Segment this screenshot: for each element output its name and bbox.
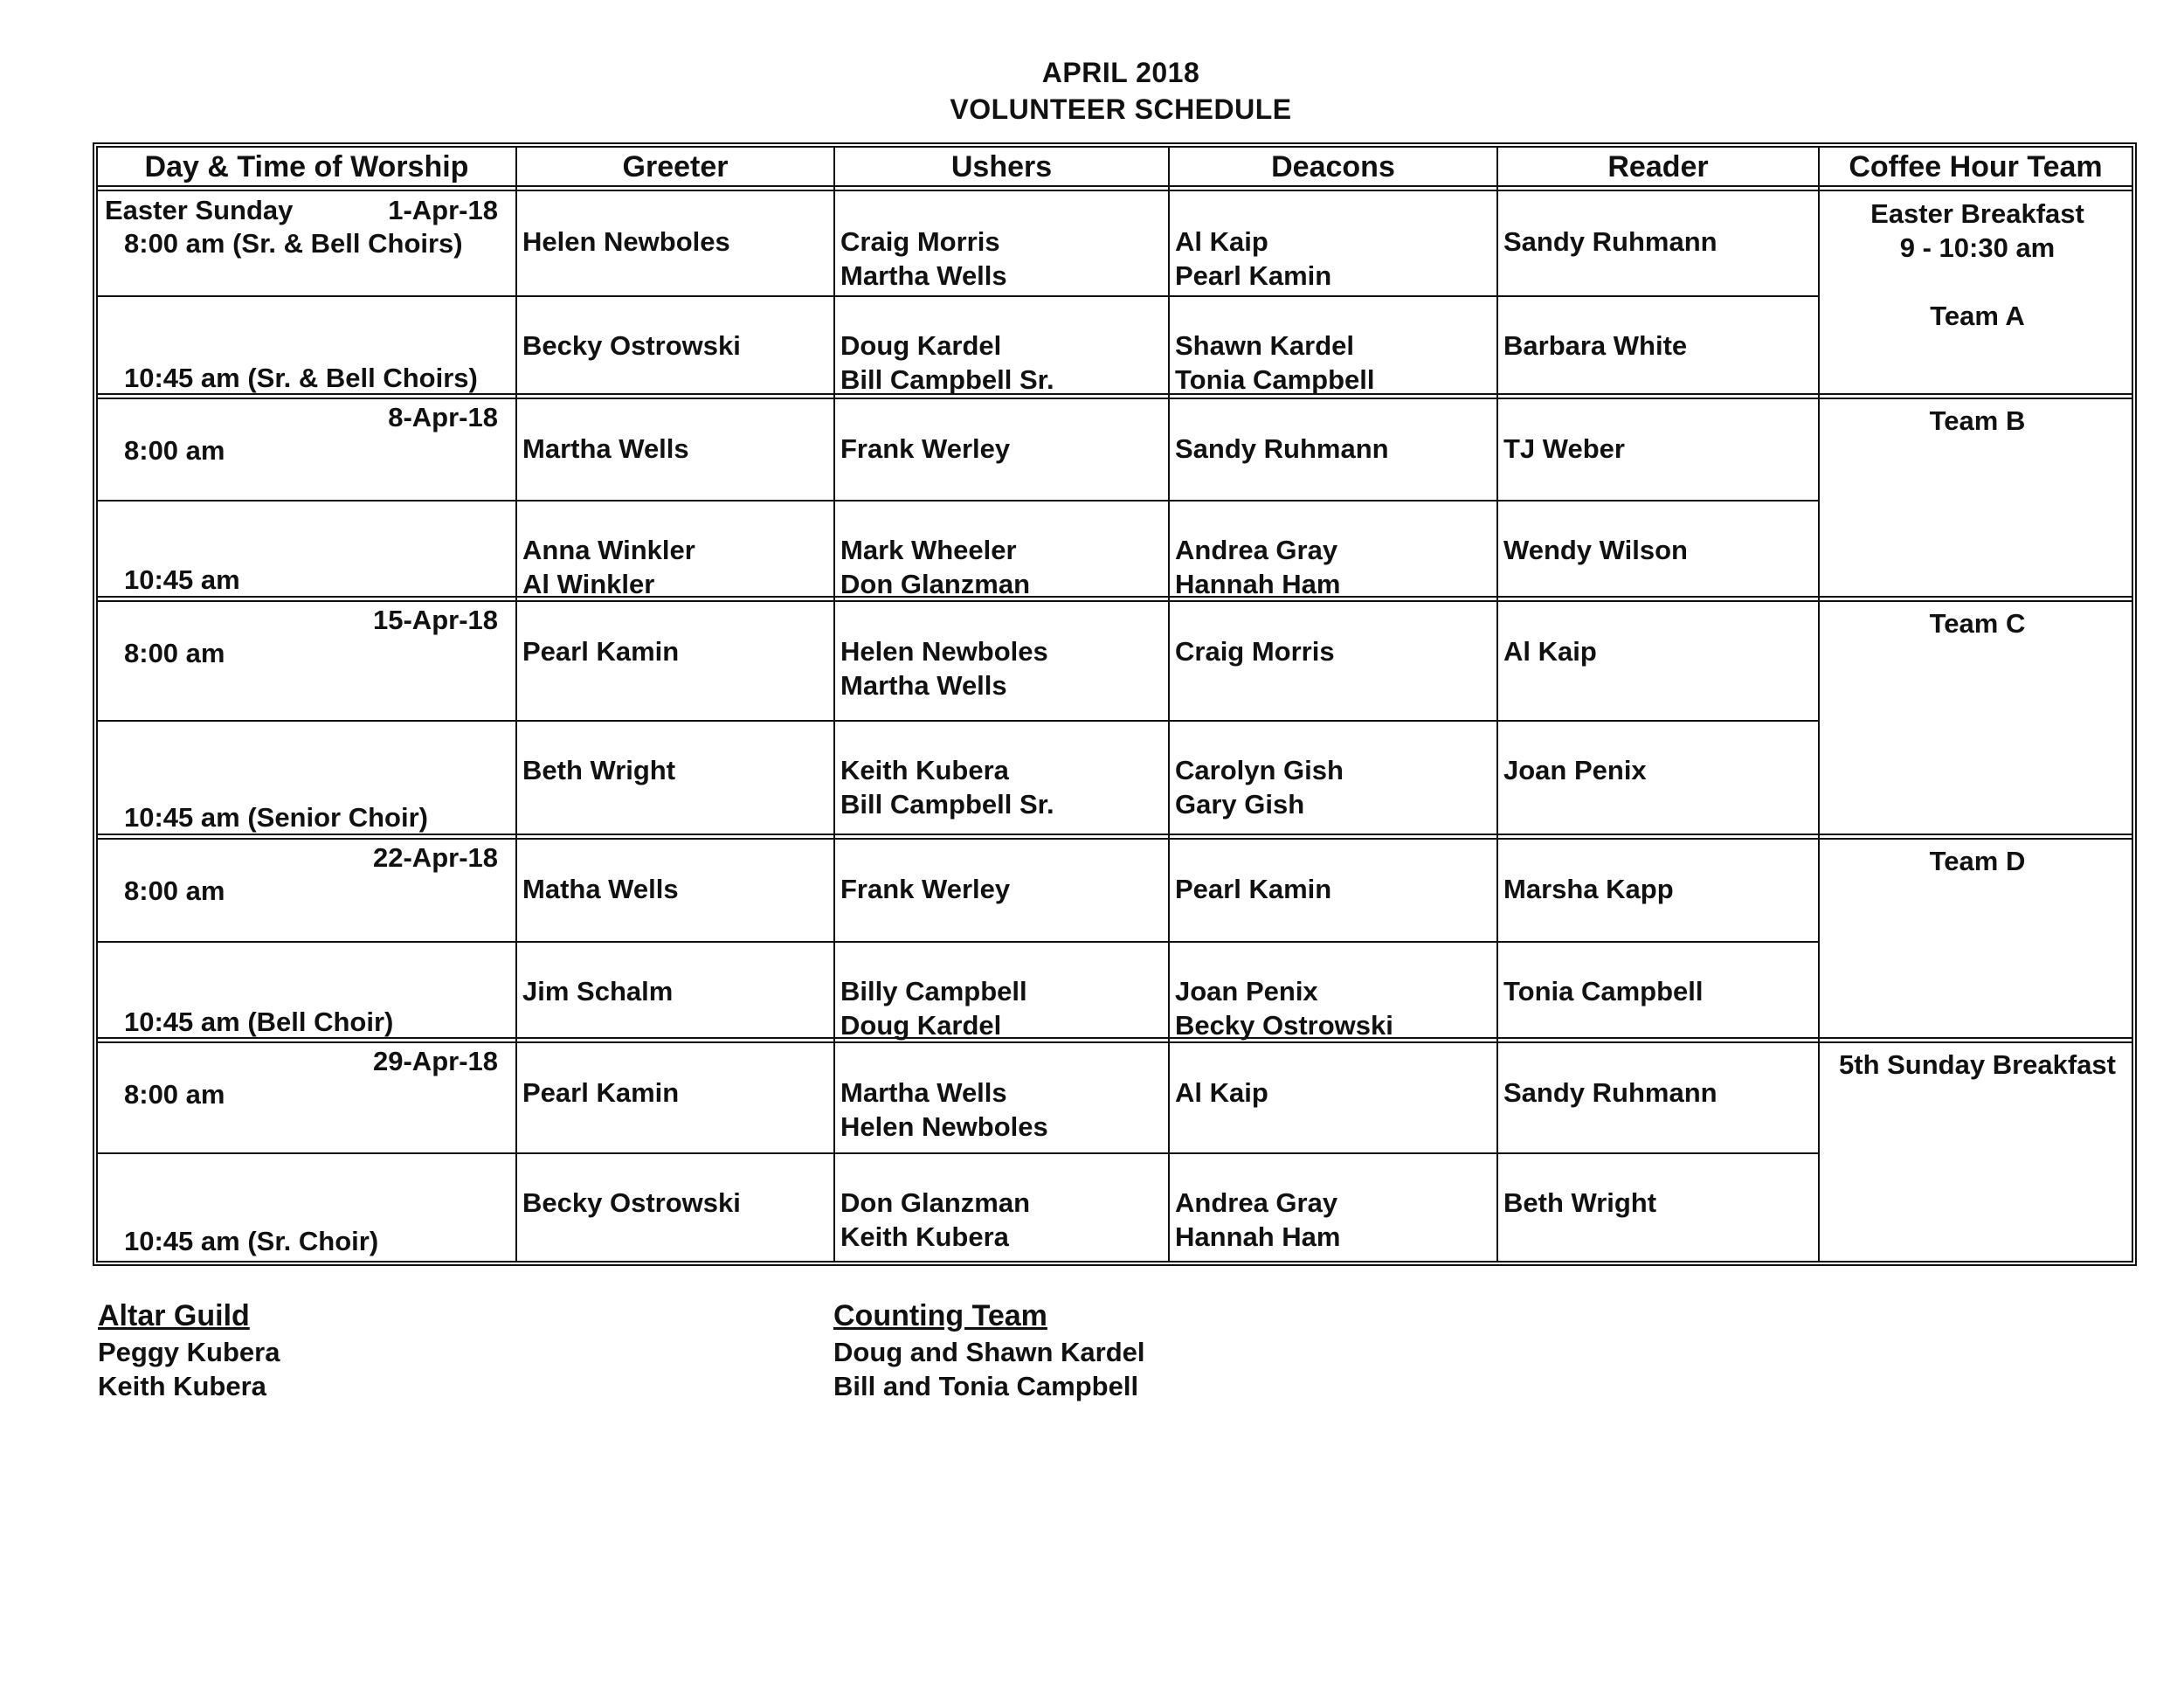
ushers-name: Mark Wheeler (840, 535, 1017, 565)
week-rule (98, 834, 2132, 840)
greeter-name: Al Winkler (522, 569, 655, 599)
header-deacons: Deacons (1271, 150, 1395, 183)
service-rule (98, 720, 1818, 722)
coffee-line: Easter Breakfast (1870, 198, 2084, 229)
greeter-name: Martha Wells (522, 433, 689, 464)
coffee-line: Team A (1930, 301, 2025, 331)
ushers-name: Helen Newboles (840, 1111, 1048, 1142)
coffee-line: 9 - 10:30 am (1899, 232, 2056, 263)
header-rule (98, 185, 2132, 191)
greeter-name: Matha Wells (522, 874, 679, 904)
deacons-name: Pearl Kamin (1175, 874, 1332, 904)
service-time: 8:00 am (124, 435, 225, 466)
coffee-team (1823, 197, 2132, 333)
deacons-name: Sandy Ruhmann (1175, 433, 1389, 464)
ushers-name: Keith Kubera (840, 1221, 1009, 1252)
col-divider (1496, 148, 1498, 1261)
header-reader: Reader (1607, 150, 1709, 183)
deacons-name: Shawn Kardel (1175, 330, 1354, 361)
altar-guild (98, 1297, 280, 1403)
ushers-name: Bill Campbell Sr. (840, 789, 1054, 820)
reader-name: Joan Penix (1503, 755, 1647, 785)
service-time: 10:45 am (Sr. & Bell Choirs) (124, 363, 478, 393)
counting-team (833, 1297, 1145, 1403)
ushers-name: Bill Campbell Sr. (840, 364, 1054, 395)
greeter-name: Pearl Kamin (522, 636, 680, 667)
reader-name: Marsha Kapp (1503, 874, 1674, 904)
greeter-name: Helen Newboles (522, 226, 730, 257)
deacons-name: Al Kaip (1175, 1077, 1268, 1108)
header-ushers: Ushers (950, 150, 1053, 183)
week-date: 29-Apr-18 (373, 1046, 498, 1076)
service-time: 10:45 am (Senior Choir) (124, 802, 428, 833)
deacons-name: Hannah Ham (1175, 569, 1341, 599)
greeter-name: Anna Winkler (522, 535, 695, 565)
coffee-team (1823, 1048, 2132, 1082)
ushers-name: Martha Wells (840, 670, 1007, 701)
coffee-line: Team C (1929, 608, 2026, 639)
week-label: Easter Sunday (105, 195, 294, 225)
coffee-line: 5th Sunday Breakfast (1839, 1049, 2116, 1080)
col-divider (515, 148, 517, 1261)
deacons-name: Craig Morris (1175, 636, 1335, 667)
reader-name: Beth Wright (1503, 1187, 1657, 1218)
coffee-team (1823, 844, 2132, 878)
ushers-name: Doug Kardel (840, 330, 1002, 361)
deacons-name: Carolyn Gish (1175, 755, 1344, 785)
deacons-name: Andrea Gray (1175, 535, 1338, 565)
ushers-name: Helen Newboles (840, 636, 1048, 667)
col-divider (833, 148, 835, 1261)
coffee-team (1823, 404, 2132, 438)
page-title (0, 54, 2184, 128)
service-rule (98, 295, 1818, 297)
counting-team-heading: Counting Team (833, 1299, 1047, 1332)
coffee-line (1823, 265, 2132, 299)
week-date: 1-Apr-18 (388, 195, 498, 225)
service-time: 8:00 am (Sr. & Bell Choirs) (124, 228, 463, 259)
col-divider (1818, 148, 1820, 1261)
header-greeter: Greeter (622, 150, 729, 183)
counting-team-name: Bill and Tonia Campbell (833, 1371, 1139, 1401)
service-time: 8:00 am (124, 1079, 225, 1110)
greeter-name: Jim Schalm (522, 976, 674, 1007)
altar-guild-heading: Altar Guild (98, 1299, 250, 1332)
reader-name: Wendy Wilson (1503, 535, 1688, 565)
coffee-team (1823, 606, 2132, 640)
week-date: 15-Apr-18 (373, 605, 498, 635)
deacons-name: Becky Ostrowski (1175, 1010, 1393, 1041)
title-month: APRIL 2018 (1041, 57, 1200, 88)
deacons-name: Tonia Campbell (1175, 364, 1375, 395)
col-divider (1168, 148, 1170, 1261)
ushers-name: Keith Kubera (840, 755, 1009, 785)
reader-name: Al Kaip (1503, 636, 1597, 667)
service-time: 8:00 am (124, 875, 225, 906)
reader-name: Sandy Ruhmann (1503, 1077, 1717, 1108)
counting-team-name: Doug and Shawn Kardel (833, 1337, 1145, 1367)
service-time: 10:45 am (124, 564, 240, 595)
coffee-line: Team D (1929, 846, 2026, 876)
reader-name: Sandy Ruhmann (1503, 226, 1717, 257)
week-date: 8-Apr-18 (388, 402, 498, 432)
ushers-name: Doug Kardel (840, 1010, 1002, 1041)
altar-guild-name: Peggy Kubera (98, 1337, 280, 1367)
service-time: 10:45 am (Bell Choir) (124, 1007, 394, 1037)
ushers-name: Don Glanzman (840, 569, 1031, 599)
service-time: 8:00 am (124, 638, 225, 668)
ushers-name: Martha Wells (840, 1077, 1007, 1108)
service-time: 10:45 am (Sr. Choir) (124, 1226, 379, 1256)
deacons-name: Hannah Ham (1175, 1221, 1341, 1252)
coffee-line: Team B (1929, 405, 2026, 436)
deacons-name: Pearl Kamin (1175, 260, 1332, 291)
deacons-name: Al Kaip (1175, 226, 1268, 257)
week-rule (98, 393, 2132, 399)
ushers-name: Frank Werley (840, 874, 1011, 904)
week-rule (98, 596, 2132, 602)
week-rule (98, 1037, 2132, 1043)
altar-guild-name: Keith Kubera (98, 1371, 266, 1401)
deacons-name: Gary Gish (1175, 789, 1305, 820)
reader-name: Barbara White (1503, 330, 1688, 361)
greeter-name: Beth Wright (522, 755, 676, 785)
deacons-name: Andrea Gray (1175, 1187, 1338, 1218)
header-coffee: Coffee Hour Team (1849, 150, 2103, 183)
greeter-name: Becky Ostrowski (522, 1187, 741, 1218)
service-rule (98, 500, 1818, 502)
greeter-name: Becky Ostrowski (522, 330, 741, 361)
ushers-name: Don Glanzman (840, 1187, 1031, 1218)
schedule-table (93, 142, 2137, 1266)
reader-name: TJ Weber (1503, 433, 1625, 464)
greeter-name: Pearl Kamin (522, 1077, 680, 1108)
deacons-name: Joan Penix (1175, 976, 1318, 1007)
service-rule (98, 941, 1818, 943)
ushers-name: Frank Werley (840, 433, 1011, 464)
ushers-name: Craig Morris (840, 226, 1000, 257)
title-heading: VOLUNTEER SCHEDULE (950, 93, 1292, 125)
service-rule (98, 1152, 1818, 1154)
reader-name: Tonia Campbell (1503, 976, 1704, 1007)
header-day: Day & Time of Worship (144, 150, 469, 183)
ushers-name: Martha Wells (840, 260, 1007, 291)
ushers-name: Billy Campbell (840, 976, 1027, 1007)
week-date: 22-Apr-18 (373, 842, 498, 873)
